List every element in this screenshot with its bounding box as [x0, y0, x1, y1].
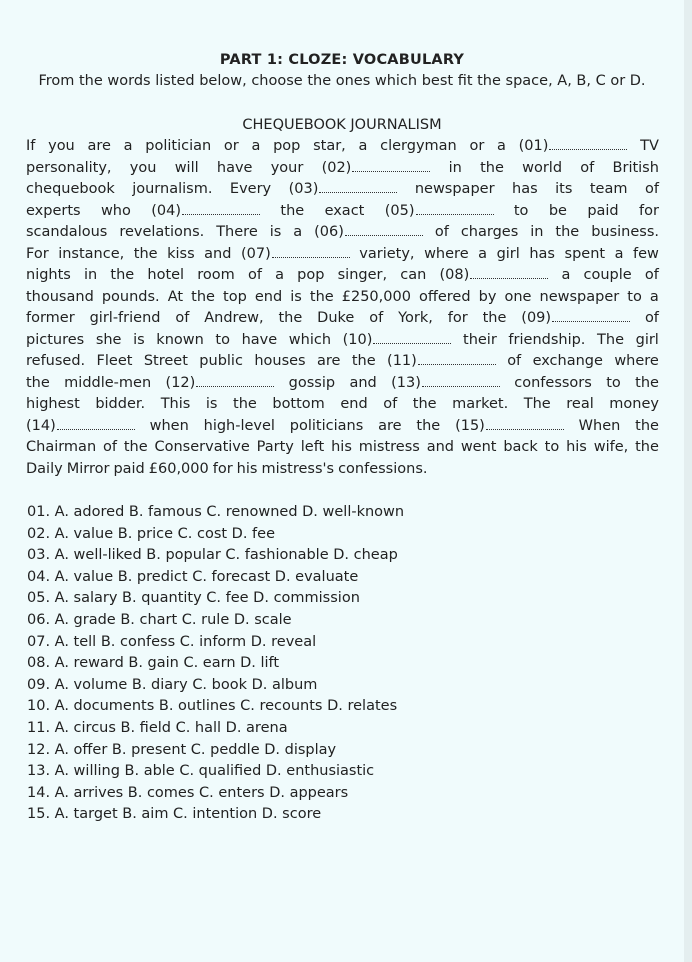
passage-word: and — [349, 374, 377, 391]
passage-word: exchange — [532, 353, 603, 369]
passage-word: instance, — [58, 245, 125, 262]
passage-word: refused. — [26, 353, 86, 369]
passage-word: pop — [297, 267, 325, 283]
question-option-row: 10. A. documents B. outlines C. recounts D. relates — [27, 698, 398, 715]
answer-blank[interactable] — [519, 136, 628, 158]
question-option-row: 07. A. tell B. confess C. inform D. reveal — [27, 633, 317, 650]
passage-word: Mirror — [66, 460, 110, 477]
question-option-row: 06. A. grade B. chart C. rule D. scale — [27, 611, 292, 628]
blank-line[interactable] — [319, 180, 397, 193]
question-option-row: 11. A. circus B. field C. hall D. arena — [27, 719, 288, 736]
passage-line — [26, 416, 659, 438]
passage-word: of — [644, 267, 659, 283]
passage-word: have — [241, 331, 278, 348]
passage-word: is — [269, 224, 282, 240]
blank-number: (13) — [391, 374, 421, 391]
passage-line — [26, 222, 659, 244]
passage-word: the — [26, 374, 50, 391]
passage-word: the — [110, 267, 135, 283]
answer-blank[interactable] — [151, 201, 260, 223]
passage-word: of — [247, 267, 262, 283]
blank-line[interactable] — [552, 309, 630, 322]
passage-word: a — [497, 138, 506, 154]
passage-word: real — [566, 396, 594, 412]
passage-word: pictures — [26, 331, 85, 348]
answer-options-list — [27, 502, 627, 826]
passage-word: of — [175, 310, 190, 326]
passage-word: for — [447, 310, 468, 326]
blank-line[interactable] — [416, 202, 494, 215]
passage-word: back — [503, 439, 538, 455]
passage-word: the — [416, 417, 441, 434]
passage-line — [26, 136, 659, 158]
blank-number: (11) — [387, 353, 417, 369]
passage-word: bidder. — [95, 396, 146, 412]
passage-word: houses — [254, 353, 306, 369]
passage-word: public — [199, 353, 243, 369]
question-option-row: 04. A. value B. predict C. forecast D. evaluate — [27, 568, 359, 585]
passage-word: singer, — [337, 267, 388, 283]
blank-line[interactable] — [57, 417, 135, 430]
answer-blank[interactable] — [343, 330, 452, 352]
passage-word: offered — [419, 288, 471, 305]
passage-line — [26, 394, 659, 416]
passage-word: Fleet — [96, 353, 133, 369]
passage-word: known — [156, 331, 204, 348]
passage-word: politicians — [289, 417, 364, 434]
blank-line[interactable] — [549, 137, 627, 150]
passage-word: kiss — [167, 245, 195, 262]
question-option-row: 03. A. well-liked B. popular C. fashionable D. cheap — [27, 547, 398, 564]
passage-word: the — [280, 202, 305, 219]
passage-word: of — [580, 159, 595, 176]
passage-word: for — [639, 202, 659, 219]
blank-number: (03) — [288, 181, 319, 197]
passage-line — [26, 437, 659, 459]
answer-blank[interactable] — [385, 201, 494, 223]
passage-word: the — [233, 396, 257, 412]
passage-word: mistress's — [261, 460, 335, 477]
passage-word: your — [270, 159, 304, 176]
passage-line — [26, 308, 659, 330]
passage-word: The — [523, 396, 551, 412]
passage-word: its — [555, 181, 573, 197]
passage-word: and — [426, 439, 454, 455]
passage-word: Conservative — [154, 439, 250, 455]
question-option-row: 12. A. offer B. present C. peddle D. display — [27, 741, 337, 758]
passage-word: end — [340, 396, 368, 412]
question-option-row: 01. A. adored B. famous C. renowned D. well-known — [27, 504, 405, 520]
passage-word: be — [548, 202, 567, 219]
blank-number: (01) — [518, 138, 549, 154]
passage-line — [26, 244, 659, 266]
blank-number: (07) — [240, 245, 271, 262]
passage-word: their — [463, 331, 497, 348]
passage-word: a — [358, 138, 368, 154]
passage-word: you — [129, 159, 157, 176]
passage-word: This — [160, 396, 191, 412]
passage-word: few — [633, 245, 659, 262]
passage-word: girl — [496, 245, 520, 262]
passage-word: or — [469, 138, 485, 154]
passage-word: a — [275, 267, 284, 283]
passage-word: couple — [583, 267, 632, 283]
passage-word: chequebook — [26, 181, 115, 197]
blank-line[interactable] — [345, 223, 423, 236]
passage-word: Every — [229, 181, 272, 197]
passage-word: and — [204, 245, 232, 262]
passage-word: has — [512, 181, 538, 197]
blank-line[interactable] — [418, 352, 496, 365]
passage-word: the — [482, 310, 507, 326]
passage-word: of — [644, 310, 659, 326]
passage-word: she — [95, 331, 122, 348]
passage-word: a — [293, 224, 303, 240]
passage-word: a — [649, 288, 659, 305]
answer-blank[interactable] — [391, 373, 500, 395]
passage-word: pounds. — [101, 288, 160, 305]
passage-word: of — [369, 310, 384, 326]
passage-word: Andrew, — [204, 310, 264, 326]
passage-word: world — [522, 159, 563, 176]
passage-word: Chairman — [26, 439, 97, 455]
passage-word: are — [378, 417, 402, 434]
passage-word: of — [434, 224, 449, 240]
passage-word: newspaper — [539, 288, 620, 305]
blank-line[interactable] — [196, 374, 274, 387]
passage-word: the — [635, 417, 659, 434]
passage-word: who — [100, 202, 131, 219]
question-option-row: 13. A. willing B. able C. qualified D. enthusiastic — [27, 763, 375, 780]
passage-line — [26, 158, 659, 180]
passage-word: mistress — [358, 439, 420, 455]
answer-blank[interactable] — [387, 351, 496, 373]
passage-word: For — [26, 245, 49, 262]
passage-word: a — [614, 245, 624, 262]
question-option-row: 02. A. value B. price C. cost D. fee — [27, 525, 275, 542]
passage-word: former — [26, 310, 75, 326]
passage-word: girl — [635, 331, 659, 348]
instruction-text: From the words listed below, choose the ones which best fit the space, A, B, C or D. — [38, 73, 646, 89]
passage-word: left — [300, 439, 325, 455]
passage-word: are — [87, 138, 111, 154]
answer-blank[interactable] — [314, 222, 423, 244]
passage-word: the — [123, 439, 148, 455]
passage-word: a — [251, 138, 261, 154]
passage-word: exact — [324, 202, 365, 219]
passage-word: to — [627, 288, 642, 305]
passage-word: middle-men — [64, 374, 152, 391]
passage-word: will — [174, 159, 199, 176]
passage-word: for — [212, 460, 233, 477]
passage-word: his — [236, 460, 258, 477]
passage-text — [26, 136, 659, 480]
question-option-row: 14. A. arrives B. comes C. enters D. appears — [27, 784, 349, 801]
passage-word: star, — [313, 138, 346, 154]
blank-line[interactable] — [486, 417, 564, 430]
passage-word: wife, — [593, 439, 629, 455]
blank-number: (06) — [314, 224, 344, 240]
passage-word: newspaper — [414, 181, 495, 197]
passage-word: in — [448, 159, 462, 176]
passage-word: confessions. — [338, 460, 428, 477]
question-option-row: 09. A. volume B. diary C. book D. album — [27, 676, 318, 693]
passage-word: girl-friend — [89, 310, 161, 326]
passage-word: money — [609, 396, 659, 412]
passage-word: is — [205, 396, 218, 412]
passage-word: you — [48, 138, 75, 154]
blank-line[interactable] — [272, 245, 350, 258]
blank-line[interactable] — [182, 202, 260, 215]
question-option-row: 05. A. salary B. quantity C. fee D. commission — [27, 590, 360, 607]
passage-word: TV — [640, 138, 659, 154]
passage-word: charges — [460, 224, 519, 240]
passage-word: a — [478, 245, 488, 262]
question-option-row: 15. A. target B. aim C. intention D. score — [27, 806, 322, 823]
passage-title: CHEQUEBOOK JOURNALISM — [242, 117, 442, 133]
passage-word: journalism. — [132, 181, 213, 197]
passage-word: or — [223, 138, 239, 154]
question-option-row: 08. A. reward B. gain C. earn D. lift — [27, 655, 280, 672]
blank-number: (12) — [165, 374, 196, 391]
passage-word: the — [412, 396, 437, 412]
passage-word: scandalous — [26, 224, 108, 240]
passage-word: to — [513, 202, 529, 219]
passage-word: highest — [26, 396, 80, 412]
passage-word: team — [589, 181, 628, 197]
passage-word: thousand — [26, 288, 94, 305]
answer-blank[interactable] — [521, 308, 630, 330]
passage-word: £250,000 — [341, 288, 411, 305]
passage-word: paid — [113, 460, 145, 477]
blank-line[interactable] — [373, 331, 451, 344]
passage-word: bottom — [272, 396, 325, 412]
passage-word: variety, — [359, 245, 415, 262]
passage-word: of — [103, 439, 117, 455]
passage-word: is — [133, 331, 145, 348]
passage-word: At — [167, 288, 184, 305]
blank-number: (15) — [455, 417, 485, 434]
passage-word: the — [635, 374, 659, 391]
passage-word: high-level — [203, 417, 275, 434]
passage-word: experts — [26, 202, 81, 219]
passage-word: When — [578, 417, 621, 434]
passage-word: the — [278, 310, 303, 326]
passage-line — [26, 351, 659, 373]
passage-word: Party — [256, 439, 294, 455]
passage-word: market. — [452, 396, 509, 412]
blank-number: (09) — [521, 310, 552, 326]
blank-line[interactable] — [470, 266, 548, 279]
passage-word: end — [254, 288, 283, 305]
passage-word: pop — [273, 138, 301, 154]
passage-word: when — [149, 417, 189, 434]
passage-word: Daily — [26, 460, 63, 477]
passage-word: hotel — [147, 267, 185, 283]
passage-word: politician — [145, 138, 212, 154]
passage-word: confessors — [514, 374, 592, 391]
passage-word: friendship. — [508, 331, 586, 348]
passage-word: Street — [143, 353, 188, 369]
passage-word: British — [612, 159, 659, 176]
passage-line — [26, 265, 659, 287]
page-edge — [684, 0, 692, 962]
passage-word: Duke — [317, 310, 355, 326]
passage-line — [26, 287, 659, 309]
blank-number: (14) — [26, 417, 56, 434]
passage-word: his — [566, 439, 587, 455]
answer-blank[interactable] — [455, 416, 564, 438]
passage-word: which — [288, 331, 332, 348]
answer-blank[interactable] — [289, 179, 398, 201]
passage-line — [26, 459, 659, 481]
answer-blank[interactable] — [440, 265, 549, 287]
blank-line[interactable] — [422, 374, 500, 387]
passage-word: paid — [587, 202, 619, 219]
passage-line — [26, 179, 659, 201]
passage-word: are — [317, 353, 341, 369]
passage-word: gossip — [288, 374, 336, 391]
blank-number: (05) — [384, 202, 415, 219]
passage-word: nights — [26, 267, 71, 283]
passage-word: one — [504, 288, 532, 305]
passage-word: business. — [591, 224, 659, 240]
passage-word: to — [606, 374, 621, 391]
passage-word: the — [309, 288, 334, 305]
blank-line[interactable] — [352, 159, 430, 172]
passage-word: where — [424, 245, 469, 262]
blank-number: (02) — [321, 159, 352, 176]
passage-word: £60,000 — [148, 460, 209, 477]
passage-word: of — [644, 181, 659, 197]
passage-word: can — [400, 267, 427, 283]
passage-word: have — [216, 159, 253, 176]
passage-line — [26, 330, 659, 352]
passage-word: spent — [564, 245, 606, 262]
passage-word: the — [555, 224, 580, 240]
passage-word: The — [597, 331, 624, 348]
answer-blank[interactable] — [26, 416, 135, 438]
passage-word: the — [191, 288, 215, 305]
passage-word: to — [215, 331, 230, 348]
passage-word: If — [26, 138, 36, 154]
passage-word: the — [635, 439, 659, 455]
blank-number: (08) — [439, 267, 470, 283]
passage-word: to — [544, 439, 560, 455]
passage-word: clergyman — [380, 138, 457, 154]
passage-word: There — [216, 224, 258, 240]
passage-word: went — [460, 439, 497, 455]
passage-word: by — [478, 288, 497, 305]
passage-word: personality, — [26, 159, 112, 176]
passage-word: his — [331, 439, 352, 455]
blank-number: (04) — [151, 202, 182, 219]
section-heading: PART 1: CLOZE: VOCABULARY — [219, 52, 465, 68]
blank-number: (10) — [342, 331, 373, 348]
answer-blank[interactable] — [241, 244, 350, 266]
passage-word: the — [351, 353, 376, 369]
passage-word: top — [223, 288, 247, 305]
passage-line — [26, 373, 659, 395]
passage-line — [26, 201, 659, 223]
passage-word: of — [383, 396, 398, 412]
passage-word: in — [84, 267, 98, 283]
passage-word: the — [133, 245, 158, 262]
passage-word: revelations. — [119, 224, 205, 240]
passage-word: of — [507, 353, 522, 369]
passage-word: York, — [398, 310, 433, 326]
passage-word: where — [614, 353, 659, 369]
passage-word: a — [123, 138, 133, 154]
passage-word: in — [530, 224, 544, 240]
passage-word: is — [290, 288, 302, 305]
passage-word: the — [480, 159, 504, 176]
answer-blank[interactable] — [166, 373, 275, 395]
passage-word: has — [529, 245, 555, 262]
answer-blank[interactable] — [322, 158, 431, 180]
passage-word: a — [561, 267, 571, 283]
passage-word: room — [197, 267, 235, 283]
